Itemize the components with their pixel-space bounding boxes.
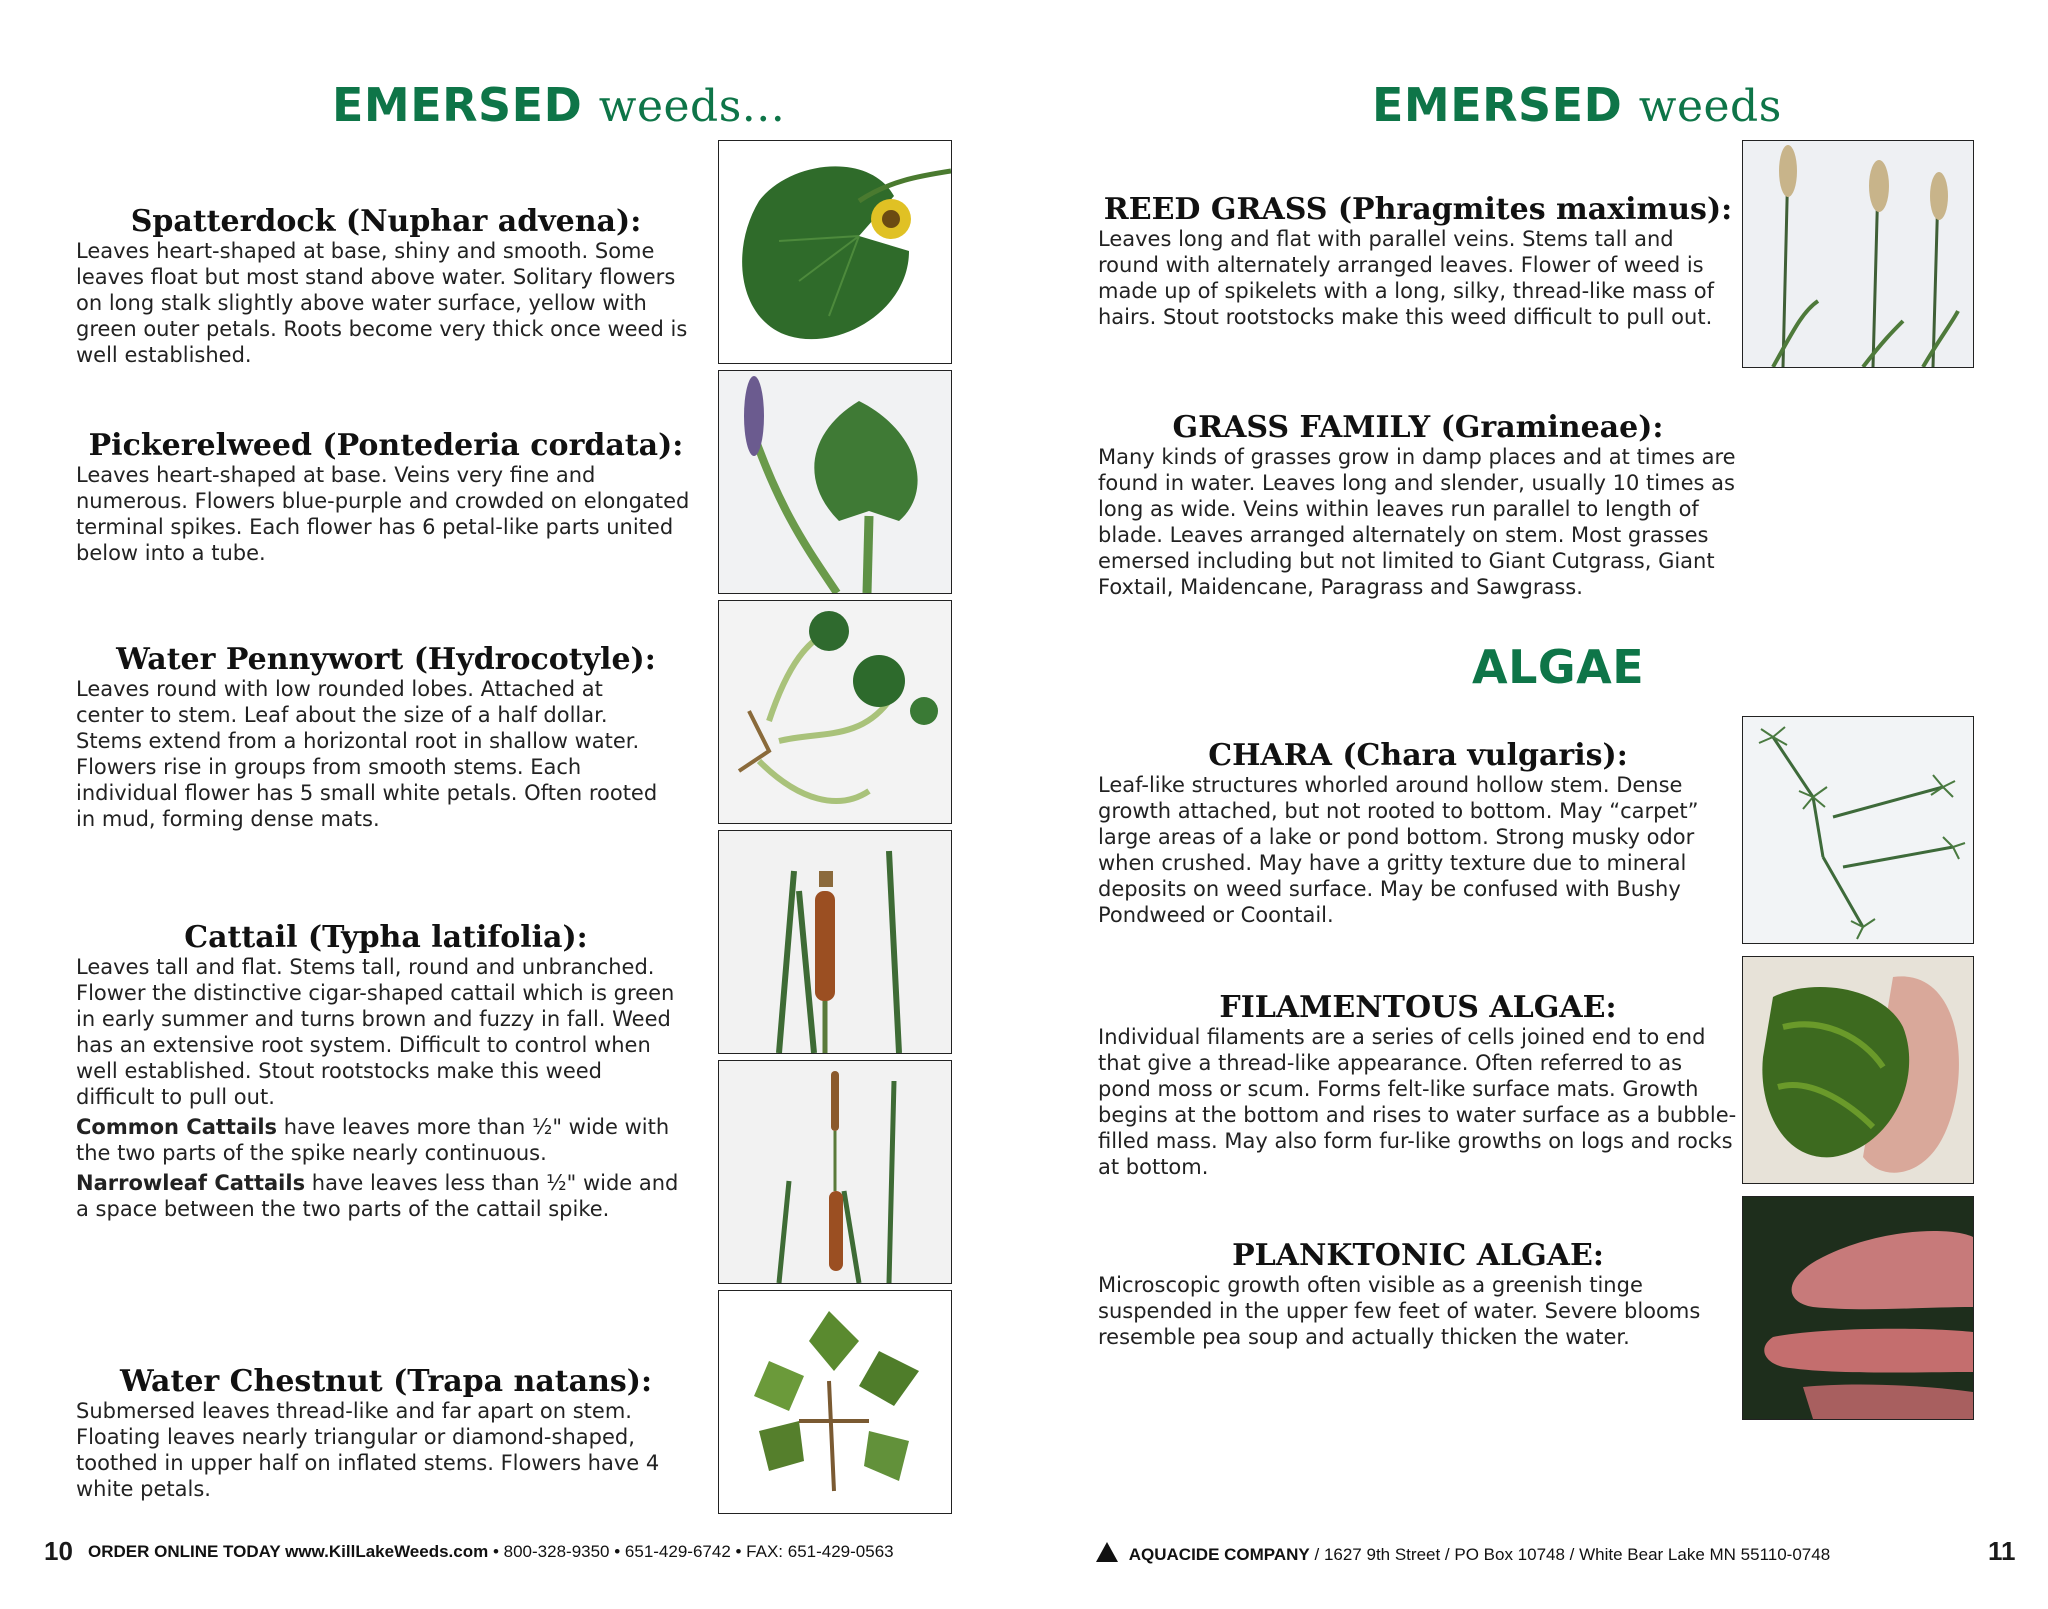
- water-chestnut-icon: [719, 1291, 951, 1513]
- planktonic-algae-icon: [1743, 1197, 1973, 1419]
- entry-title-pennywort: Water Pennywort (Hydrocotyle):: [116, 642, 656, 677]
- photo-water-chestnut: [718, 1290, 952, 1514]
- pickerelweed-icon: [719, 371, 951, 593]
- entry-body-filamentous-algae: Individual filaments are a series of cells joined end to end that give a thread-like appearance. Often referred to as pond moss or scum. Forms felt-like surface mats. Growth begins at the bottom and rises to water surface as a bubble-filled mass. May also form fur-like growths on logs and rocks at bottom.: [1098, 1025, 1737, 1179]
- narrowleaf-cattail-icon: [719, 1061, 951, 1283]
- entry-body-grass-family: Many kinds of grasses grow in damp places and at times are found in water. Leaves long and slender, usually 10 times as long as wide. Veins within leaves run parallel to length of blade. Leaves arranged alternately on stem. Most grasses emersed including but not limited to Giant Cutgrass, Giant Foxtail, Maidencane, Paragrass and Sawgrass.: [1098, 445, 1736, 599]
- right-page-heading: [1372, 78, 1782, 132]
- left-heading-bold: EMERSED: [332, 78, 583, 132]
- entry-title-spatterdock: Spatterdock (Nuphar advena):: [130, 204, 642, 239]
- entry-body-planktonic-algae: Microscopic growth often visible as a greenish tinge suspended in the upper few feet of water. Severe blooms resemble pea soup and actually thicken the water.: [1098, 1273, 1701, 1349]
- right-page-number: 11: [1988, 1536, 2016, 1566]
- photo-spatterdock: [718, 140, 952, 364]
- photo-reed-grass: [1742, 140, 1974, 368]
- company-address: / 1627 9th Street / PO Box 10748 / White Bear Lake MN 55110-0748: [1314, 1545, 1831, 1564]
- entry-title-reed-grass: REED GRASS (Phragmites maximus):: [1103, 192, 1733, 227]
- entry-title-water-chestnut: Water Chestnut (Trapa natans):: [119, 1364, 653, 1399]
- cattail-note-common-text: have leaves more than ½" wide with the two parts of the spike nearly continuous.: [76, 1115, 670, 1165]
- spatterdock-leaf-icon: [719, 141, 951, 363]
- entry-body-pennywort: Leaves round with low rounded lobes. Attached at center to stem. Leaf about the size of a half dollar. Stems extend from a horizontal root in shallow water. Flowers rise in groups from smooth stems. Each individual flower has 5 small white petals. Often rooted in mud, forming dense mats.: [76, 677, 658, 831]
- entry-title-cattail: Cattail (Typha latifolia):: [184, 920, 588, 955]
- entry-body-pickerelweed: Leaves heart-shaped at base. Veins very fine and numerous. Flowers blue-purple and crowded on elongated terminal spikes. Each flower has 6 petal-like parts united below into a tube.: [76, 463, 690, 565]
- cattail-note-common-label: Common Cattails: [76, 1115, 278, 1139]
- photo-filamentous-algae: [1742, 956, 1974, 1184]
- right-heading-bold: EMERSED: [1372, 78, 1623, 132]
- order-online-text[interactable]: ORDER ONLINE TODAY www.KillLakeWeeds.com: [88, 1542, 489, 1561]
- photo-chara: [1742, 716, 1974, 944]
- entry-title-chara: CHARA (Chara vulgaris):: [1208, 738, 1628, 773]
- cattail-note-narrowleaf-label: Narrowleaf Cattails: [76, 1171, 306, 1195]
- entry-body-cattail: [76, 954, 696, 1222]
- cattail-note-common: [76, 1114, 696, 1166]
- photo-planktonic-algae: [1742, 1196, 1974, 1420]
- filamentous-algae-icon: [1743, 957, 1973, 1183]
- left-page-heading: [332, 78, 785, 132]
- cattail-description: Leaves tall and flat. Stems tall, round and unbranched. Flower the distinctive cigar-shaped cattail which is green in early summer and turns brown and fuzzy in fall. Weed has an extensive root system. Difficult to control when well established. Stout rootstocks make this weed difficult to pull out.: [76, 955, 675, 1109]
- photo-pennywort: [718, 600, 952, 824]
- photo-pickerelweed: [718, 370, 952, 594]
- right-heading-soft: weeds: [1638, 81, 1782, 132]
- company-name: AQUACIDE COMPANY: [1128, 1545, 1310, 1564]
- photo-cattail-common: [718, 830, 952, 1054]
- photo-cattail-narrowleaf: [718, 1060, 952, 1284]
- left-page-number: 10: [44, 1536, 73, 1566]
- entry-body-water-chestnut: Submersed leaves thread-like and far apart on stem. Floating leaves nearly triangular or diamond-shaped, toothed in upper half on inflated stems. Flowers have 4 white petals.: [76, 1399, 660, 1501]
- aquacide-logo-icon: [1096, 1542, 1118, 1562]
- entry-title-grass-family: GRASS FAMILY (Gramineae):: [1172, 410, 1664, 445]
- left-footer: [88, 1542, 894, 1562]
- cattail-note-narrowleaf: [76, 1170, 696, 1222]
- reed-grass-icon: [1743, 141, 1973, 367]
- pennywort-icon: [719, 601, 951, 823]
- entry-title-pickerelweed: Pickerelweed (Pontederia cordata):: [88, 428, 684, 463]
- left-heading-soft: weeds...: [598, 81, 786, 132]
- algae-heading: ALGAE: [1472, 640, 1645, 694]
- right-footer: [1096, 1542, 1830, 1565]
- entry-title-filamentous-algae: FILAMENTOUS ALGAE:: [1219, 990, 1617, 1025]
- entry-title-planktonic-algae: PLANKTONIC ALGAE:: [1232, 1238, 1604, 1273]
- entry-body-reed-grass: Leaves long and flat with parallel veins. Stems tall and round with alternately arranged leaves. Flower of weed is made up of spikelets with a long, silky, thread-like mass of hairs. Stout rootstocks make this weed difficult to pull out.: [1098, 227, 1714, 329]
- chara-icon: [1743, 717, 1973, 943]
- cattail-icon: [719, 831, 951, 1053]
- contact-numbers: • 800-328-9350 • 651-429-6742 • FAX: 651-429-0563: [492, 1542, 894, 1561]
- cattail-note-narrowleaf-text: have leaves less than ½" wide and a space between the two parts of the cattail spike.: [76, 1171, 679, 1221]
- entry-body-chara: Leaf-like structures whorled around hollow stem. Dense growth attached, but not rooted to bottom. May “carpet” large areas of a lake or pond bottom. Strong musky odor when crushed. May have a gritty texture due to mineral deposits on weed surface. May be confused with Bushy Pondweed or Coontail.: [1098, 773, 1699, 927]
- entry-body-spatterdock: Leaves heart-shaped at base, shiny and smooth. Some leaves float but most stand above water. Solitary flowers on long stalk slightly above water surface, yellow with green outer petals. Roots become very thick once weed is well established.: [76, 239, 688, 367]
